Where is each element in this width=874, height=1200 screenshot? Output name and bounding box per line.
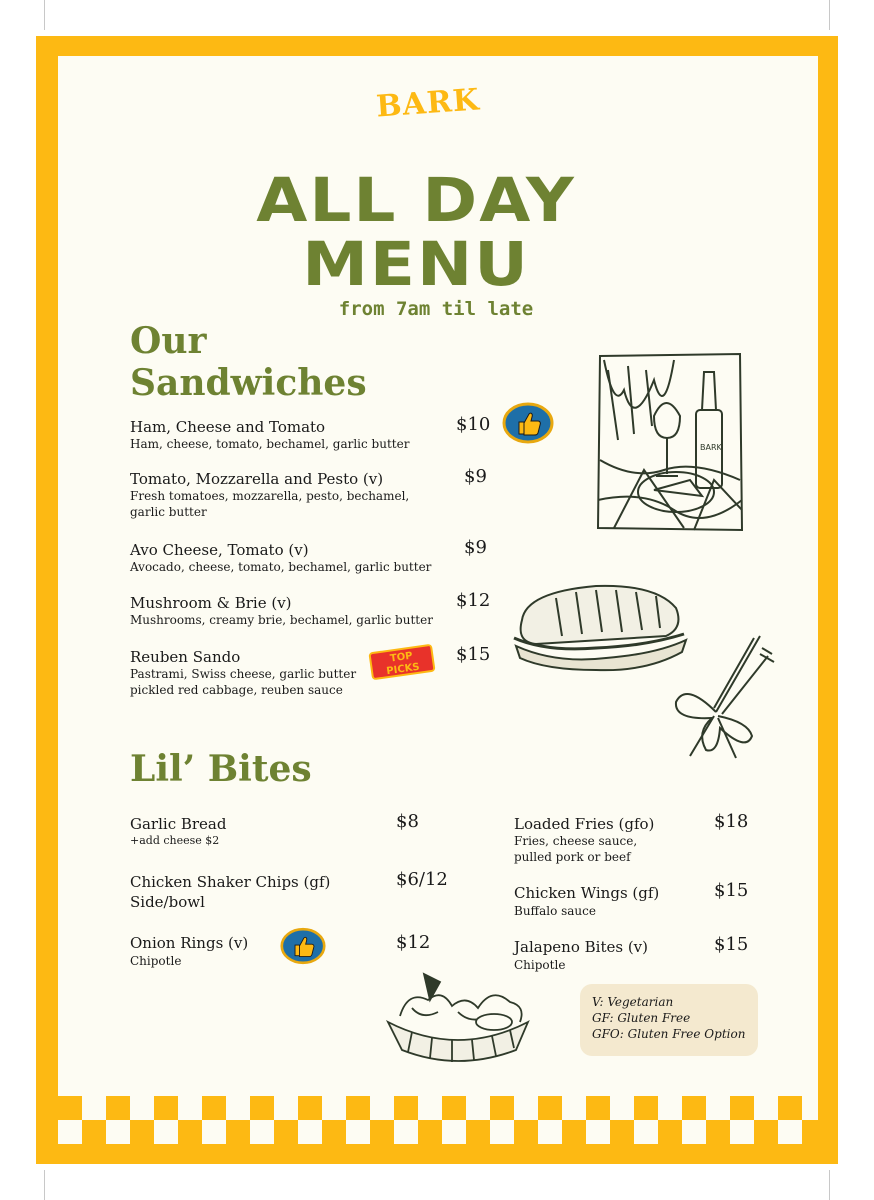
trim-mark: [44, 1170, 45, 1200]
menu-item-price: $8: [396, 811, 419, 832]
checker-square: [706, 1120, 730, 1144]
section-title-lil-bites: Lil’ Bites: [130, 748, 312, 790]
menu-item-name: Mushroom & Brie (v): [130, 594, 292, 612]
menu-item-price: $9: [464, 537, 487, 558]
menu-item-name: Chicken Wings (gf): [514, 884, 660, 902]
dietary-legend: [580, 984, 758, 1056]
checker-square: [658, 1120, 682, 1144]
checker-square: [586, 1096, 610, 1120]
trim-mark: [829, 1170, 830, 1200]
menu-item-price: $12: [456, 590, 491, 611]
menu-item-price: $12: [396, 932, 431, 953]
menu-item-name: Garlic Bread: [130, 815, 227, 833]
thumbs-up-badge-icon: [280, 926, 326, 966]
menu-item-desc: Pastrami, Swiss cheese, garlic butter: [130, 667, 357, 681]
menu-item-price: $6/12: [396, 869, 448, 890]
menu-item-desc: Fresh tomatoes, mozzarella, pesto, bechamel, garlic butter: [130, 489, 410, 519]
checker-square: [418, 1120, 442, 1144]
menu-item-desc: Buffalo sauce: [514, 904, 596, 918]
menu-item-name: Reuben Sando: [130, 648, 241, 666]
brand-logo: BARK: [375, 82, 481, 125]
menu-item-name: Avo Cheese, Tomato (v): [130, 541, 309, 559]
checker-square: [370, 1120, 394, 1144]
svg-text:BARK: BARK: [700, 443, 722, 452]
menu-item-name: Chicken Shaker Chips (gf): [130, 873, 331, 891]
checker-square: [442, 1096, 466, 1120]
menu-item-name: Tomato, Mozzarella and Pesto (v): [130, 470, 384, 488]
menu-item-name: Ham, Cheese and Tomato: [130, 418, 326, 436]
checker-square: [82, 1120, 106, 1144]
checker-square: [730, 1096, 754, 1120]
menu-item-desc: +add cheese $2: [130, 834, 220, 847]
menu-frame: [36, 36, 838, 1164]
menu-item-desc: Ham, cheese, tomato, bechamel, garlic butter: [130, 437, 410, 451]
thumbs-up-badge-icon: [502, 402, 554, 444]
checker-square: [178, 1120, 202, 1144]
checker-square: [610, 1120, 634, 1144]
checker-square: [778, 1096, 802, 1120]
checker-border: [58, 1096, 818, 1144]
checker-square: [682, 1096, 706, 1120]
checker-square: [130, 1120, 154, 1144]
checker-square: [106, 1096, 130, 1120]
menu-item-price: $15: [714, 934, 749, 955]
menu-item-price: $9: [464, 466, 487, 487]
menu-item-price: $15: [714, 880, 749, 901]
menu-item-desc: pickled red cabbage, reuben sauce: [130, 683, 343, 697]
menu-subtitle: from 7am til late: [338, 298, 534, 320]
menu-item-price: $10: [456, 414, 491, 435]
checker-square: [250, 1096, 274, 1120]
checker-square: [538, 1096, 562, 1120]
menu-item-name: Jalapeno Bites (v): [514, 938, 649, 956]
checker-square: [226, 1120, 250, 1144]
menu-item-desc: pulled pork or beef: [514, 850, 631, 864]
cutlery-bow-illustration: [656, 632, 776, 762]
trim-mark: [44, 0, 45, 30]
menu-item-name: Loaded Fries (gfo): [514, 815, 655, 833]
menu-item-name: Onion Rings (v): [130, 934, 249, 952]
menu-item-desc: Avocado, cheese, tomato, bechamel, garlic butter: [130, 560, 432, 574]
checker-square: [562, 1120, 586, 1144]
menu-item-desc: Chipotle: [130, 954, 182, 968]
menu-item-desc: Mushrooms, creamy brie, bechamel, garlic butter: [130, 613, 433, 627]
checker-square: [322, 1120, 346, 1144]
wings-basket-illustration: [382, 972, 534, 1068]
menu-title-line2: MENU: [302, 229, 530, 300]
section-title-our: Our: [130, 320, 207, 362]
menu-title-line1: ALL DAY: [256, 165, 576, 236]
menu-item-price: $18: [714, 811, 749, 832]
picnic-wine-illustration: [594, 350, 746, 534]
checker-square: [754, 1120, 778, 1144]
checker-square: [202, 1096, 226, 1120]
checker-square: [490, 1096, 514, 1120]
checker-square: [154, 1096, 178, 1120]
legend-item: GFO: Gluten Free Option: [592, 1027, 746, 1041]
top-picks-line2: PICKS: [385, 661, 421, 678]
checker-square: [274, 1120, 298, 1144]
legend-item: GF: Gluten Free: [592, 1011, 691, 1025]
section-title-sandwiches: Sandwiches: [130, 362, 367, 404]
trim-mark: [829, 0, 830, 30]
menu-item-price: $15: [456, 644, 491, 665]
menu-item-desc: Side/bowl: [130, 893, 205, 911]
checker-square: [514, 1120, 538, 1144]
checker-square: [394, 1096, 418, 1120]
top-picks-line1: TOP: [389, 650, 414, 665]
menu-item-desc: Fries, cheese sauce,: [514, 834, 638, 848]
checker-square: [58, 1096, 82, 1120]
checker-square: [802, 1120, 818, 1144]
menu-item-desc: Chipotle: [514, 958, 566, 972]
checker-square: [346, 1096, 370, 1120]
checker-square: [466, 1120, 490, 1144]
checker-square: [634, 1096, 658, 1120]
checker-square: [298, 1096, 322, 1120]
legend-item: V: Vegetarian: [592, 995, 674, 1009]
